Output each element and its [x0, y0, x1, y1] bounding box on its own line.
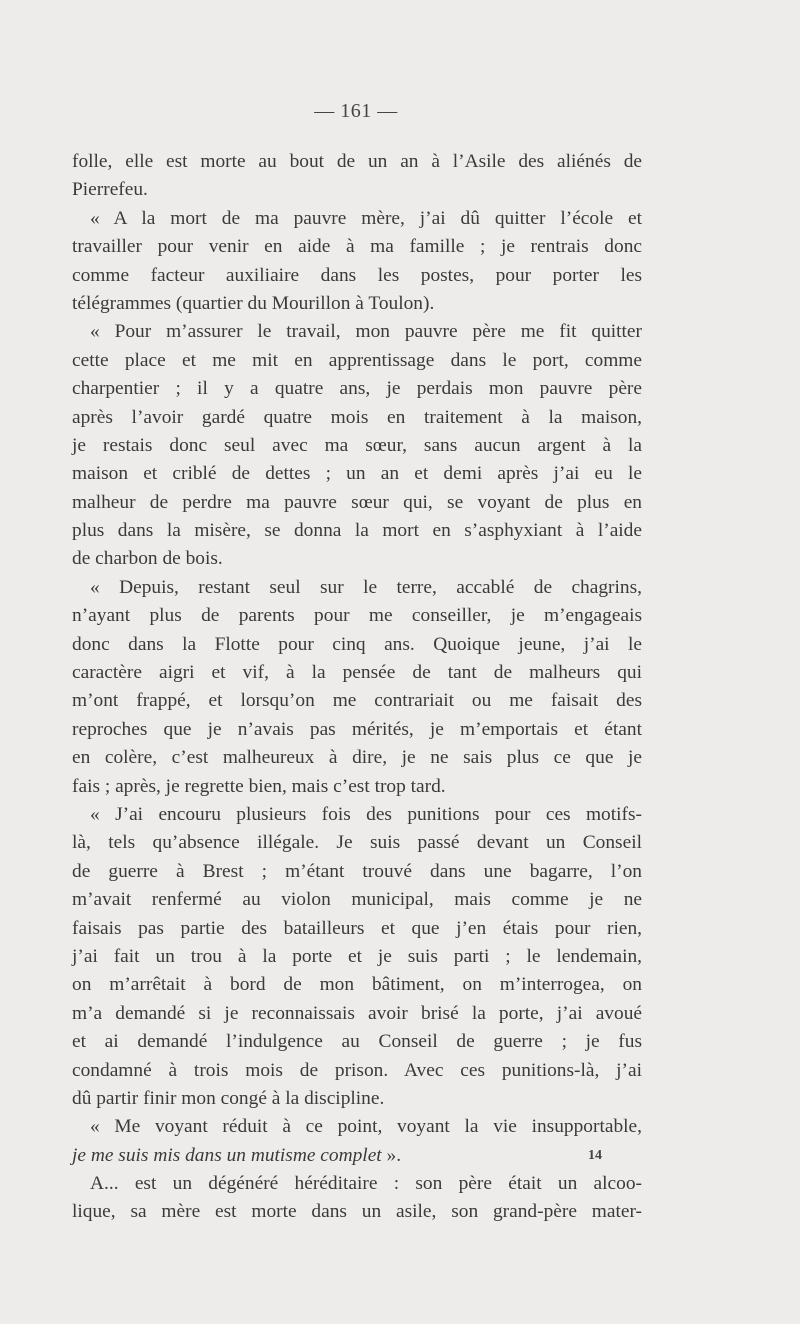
text-line: comme facteur auxiliaire dans les postes, pour porter les [72, 264, 642, 286]
italic-text: je me suis mis dans un mutisme complet [72, 1144, 382, 1166]
text-line: télégrammes (quartier du Mourillon à Toulon). [72, 292, 435, 314]
signature-mark: 14 [588, 1148, 602, 1163]
text-line: n’ayant plus de parents pour me conseiller, je m’engageais [72, 605, 642, 627]
text-line: m’ont frappé, et lorsqu’on me contrariait ou me faisait des [72, 690, 642, 712]
text-line: A... est un dégénéré héréditaire : son père était un alcoo- [90, 1173, 642, 1195]
text-line: j’ai fait un trou à la porte et je suis parti ; le lendemain, [72, 945, 642, 967]
text-line: fais ; après, je regrette bien, mais c’est trop tard. [72, 775, 446, 797]
text-line: « J’ai encouru plusieurs fois des punitions pour ces motifs- [90, 803, 642, 825]
text-line: et ai demandé l’indulgence au Conseil de guerre ; je fus [72, 1031, 642, 1053]
text-line [72, 1142, 642, 1170]
text-line: reproches que je n’avais pas mérités, je m’emportais et étant [72, 718, 642, 740]
body-text [72, 148, 642, 1227]
text-line: « Depuis, restant seul sur le terre, accablé de chagrins, [90, 576, 642, 598]
text-line: de guerre à Brest ; m’étant trouvé dans une bagarre, l’on [72, 860, 642, 882]
text-line: Pierrefeu. [72, 179, 148, 201]
text-line: condamné à trois mois de prison. Avec ces punitions-là, j’ai [72, 1059, 642, 1081]
text-tail: ». [381, 1144, 402, 1166]
text-line: maison et criblé de dettes ; un an et demi après j’ai eu le [72, 463, 642, 485]
text-line: « A la mort de ma pauvre mère, j’ai dû quitter l’école et [90, 207, 642, 229]
text-line: là, tels qu’absence illégale. Je suis passé devant un Conseil [72, 832, 642, 854]
text-line: donc dans la Flotte pour cinq ans. Quoique jeune, j’ai le [72, 633, 642, 655]
text-line: charpentier ; il y a quatre ans, je perdais mon pauvre père [72, 378, 642, 400]
text-line: cette place et me mit en apprentissage dans le port, comme [72, 349, 642, 371]
text-line: m’a demandé si je reconnaissais avoir brisé la porte, j’ai avoué [72, 1002, 642, 1024]
text-line: malheur de perdre ma pauvre sœur qui, se voyant de plus en [72, 491, 642, 513]
text-line: plus dans la misère, se donna la mort en s’asphyxiant à l’aide [72, 520, 642, 542]
text-line: travailler pour venir en aide à ma famille ; je rentrais donc [72, 236, 642, 258]
text-line: de charbon de bois. [72, 548, 223, 570]
text-line: après l’avoir gardé quatre mois en traitement à la maison, [72, 406, 642, 428]
text-line: « Pour m’assurer le travail, mon pauvre père me fit quitter [90, 321, 642, 343]
text-line: m’avait renfermé au violon municipal, mais comme je ne [72, 889, 642, 911]
text-line: faisais pas partie des batailleurs et que j’en étais pour rien, [72, 917, 642, 939]
page-number: — 161 — [314, 100, 398, 122]
text-line: folle, elle est morte au bout de un an à l’Asile des aliénés de [72, 151, 642, 172]
text-line: caractère aigri et vif, à la pensée de tant de malheurs qui [72, 662, 642, 684]
text-line: je restais donc seul avec ma sœur, sans aucun argent à la [72, 434, 642, 456]
text-line: on m’arrêtait à bord de mon bâtiment, on m’interrogea, on [72, 974, 642, 996]
text-line: dû partir finir mon congé à la discipline. [72, 1087, 385, 1109]
text-line: lique, sa mère est morte dans un asile, son grand-père mater- [72, 1201, 642, 1223]
text-line: en colère, c’est malheureux à dire, je ne sais plus ce que je [72, 747, 642, 769]
text-line: « Me voyant réduit à ce point, voyant la vie insupportable, [90, 1116, 642, 1138]
